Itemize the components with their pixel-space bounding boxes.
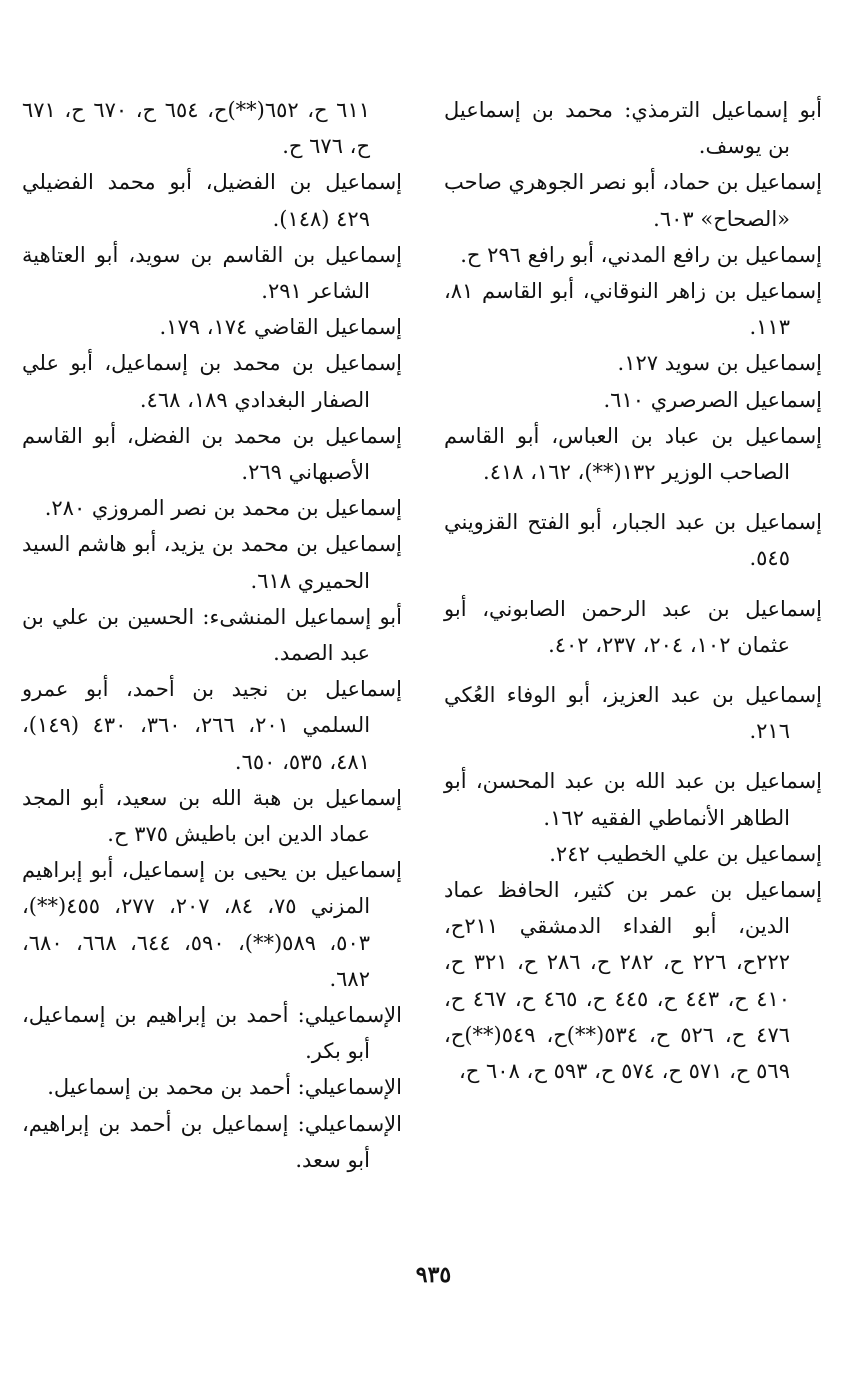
index-entry: الإسماعيلي: أحمد بن محمد بن إسماعيل.	[47, 1075, 402, 1100]
index-entry: إسماعيل بن القاسم بن سويد، أبو العتاهية الشاعر ٢٩١.	[22, 242, 402, 304]
index-entry: إسماعيل بن علي الخطيب ٢٤٢.	[549, 841, 822, 866]
index-entry: إسماعيل بن عباد بن العباس، أبو القاسم الصاحب الوزير ١٣٢(**)، ١٦٢، ٤١٨.	[444, 423, 822, 485]
index-entry: إسماعيل بن رافع المدني، أبو رافع ٢٩٦ ح.	[460, 242, 822, 267]
index-entry: إسماعيل بن محمد بن نصر المروزي ٢٨٠.	[44, 496, 402, 521]
index-entry: إسماعيل بن محمد بن الفضل، أبو القاسم الأصبهاني ٢٦٩.	[22, 423, 402, 485]
index-entry: إسماعيل بن يحيى بن إسماعيل، أبو إبراهيم المزني ٧٥، ٨٤، ٢٠٧، ٢٧٧، ٤٥٥(**)، ٥٠٣، ٥٨٩(**)، ٥٩٠، ٦٤٤، ٦٦٨، ٦٨٠، ٦٨٢.	[22, 858, 402, 991]
index-entry: إسماعيل بن عبد الله بن عبد المحسن، أبو الطاهر الأنماطي الفقيه ١٦٢.	[444, 769, 822, 830]
page-number: ٩٣٥	[415, 1262, 452, 1288]
index-entry: إسماعيل القاضي ١٧٤، ١٧٩.	[159, 315, 402, 340]
index-entry: إسماعيل بن زاهر النوقاني، أبو القاسم ٨١، ١١٣.	[444, 279, 822, 340]
index-entry: إسماعيل بن محمد بن إسماعيل، أبو علي الصفار البغدادي ١٨٩، ٤٦٨.	[22, 351, 402, 412]
index-entry: إسماعيل بن عبد الرحمن الصابوني، أبو عثمان ١٠٢، ٢٠٤، ٢٣٧، ٤٠٢.	[444, 596, 822, 657]
index-entry: إسماعيل بن حماد، أبو نصر الجوهري صاحب «الصحاح» ٦٠٣.	[443, 170, 822, 231]
right-column	[444, 92, 822, 1089]
index-entry: إسماعيل بن عبد العزيز، أبو الوفاء العُكي ٢١٦.	[444, 683, 822, 744]
index-entry: إسماعيل الصرصري ٦١٠.	[603, 387, 822, 412]
index-entry: الإسماعيلي: إسماعيل بن أحمد بن إبراهيم، أبو سعد.	[22, 1111, 402, 1172]
index-entry: إسماعيل بن سويد ١٢٧.	[617, 351, 822, 376]
index-entry: أبو إسماعيل المنشىء: الحسين بن علي بن عبد الصمد.	[22, 604, 402, 666]
index-entry: إسماعيل بن الفضيل، أبو محمد الفضيلي ٤٢٩ (١٤٨).	[22, 170, 402, 231]
index-entry: إسماعيل بن محمد بن يزيد، أبو هاشم السيد الحميري ٦١٨.	[22, 532, 402, 593]
index-entry: إسماعيل بن هبة الله بن سعيد، أبو المجد عماد الدين ابن باطيش ٣٧٥ ح.	[22, 785, 402, 847]
left-column	[22, 92, 402, 1178]
index-entry: أبو إسماعيل الترمذي: محمد بن إسماعيل بن يوسف.	[444, 98, 822, 159]
index-entry-continuation: ٦١١ ح، ٦٥٢(**)ح، ٦٥٤ ح، ٦٧٠ ح، ٦٧١ ح، ٦٧٦ ح.	[22, 98, 371, 159]
index-entry: الإسماعيلي: أحمد بن إبراهيم بن إسماعيل، أبو بكر.	[22, 1003, 402, 1064]
index-entry: إسماعيل بن عبد الجبار، أبو الفتح القزويني ٥٤٥.	[444, 510, 822, 571]
index-entry: إسماعيل بن عمر بن كثير، الحافظ عماد الدين، أبو الفداء الدمشقي ٢١١ح، ٢٢٢ح، ٢٢٦ ح، ٢٨٢ ح، ٢٨٦ ح، ٣٢١ ح، ٤١٠ ح، ٤٤٣ ح، ٤٤٥ ح، ٤٦٥ ح، ٤٦٧ ح، ٤٧٦ ح، ٥٢٦ ح، ٥٣٤(**)ح، ٥٤٩(**)ح، ٥٦٩ ح، ٥٧١ ح، ٥٧٤ ح، ٥٩٣ ح، ٦٠٨ ح،	[444, 878, 822, 1084]
index-entry: إسماعيل بن نجيد بن أحمد، أبو عمرو السلمي ٢٠١، ٢٦٦، ٣٦٠، ٤٣٠ (١٤٩)، ٤٨١، ٥٣٥، ٦٥٠.	[22, 677, 402, 774]
